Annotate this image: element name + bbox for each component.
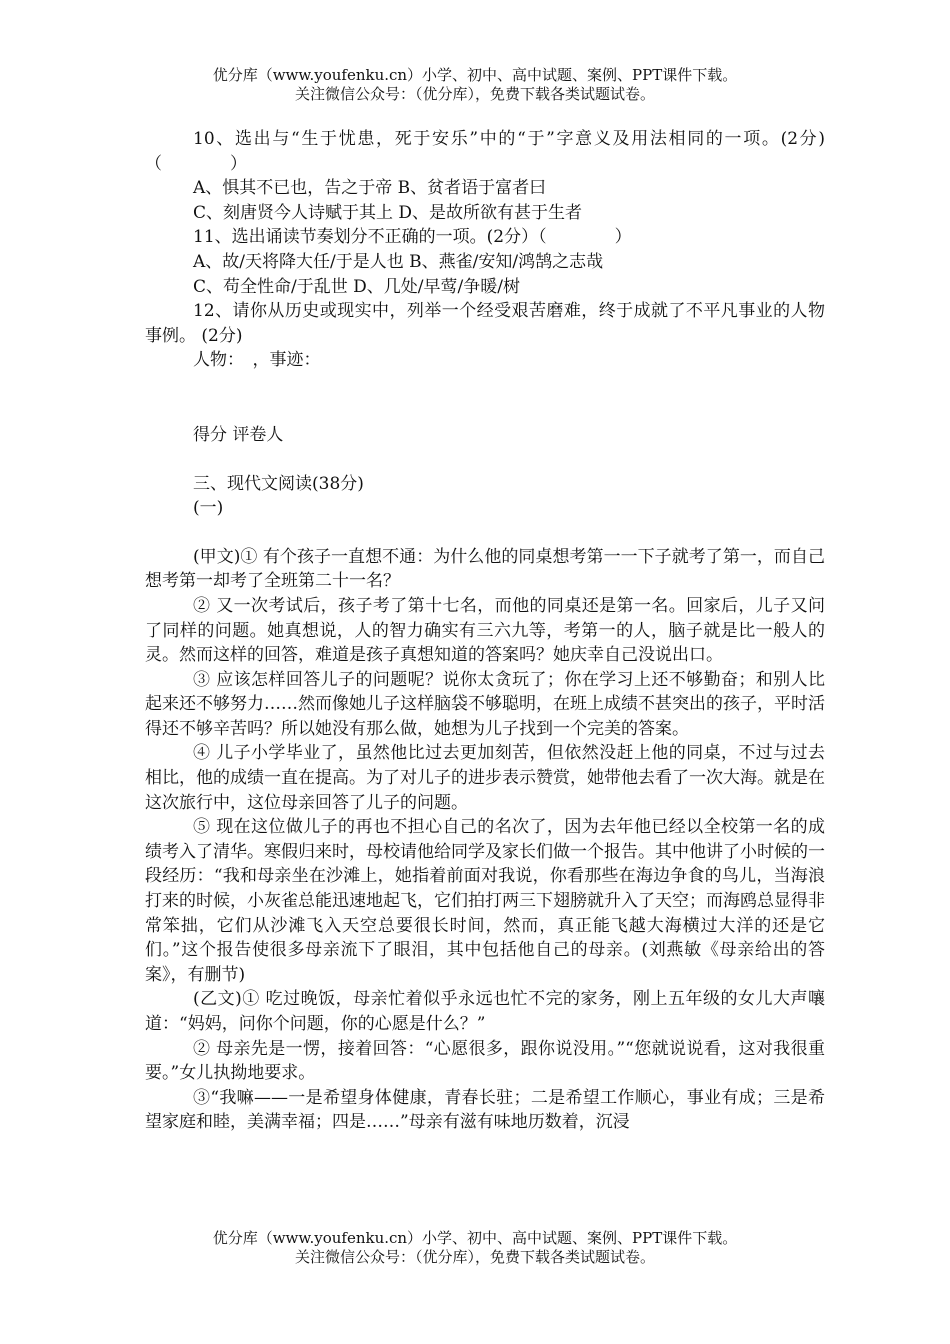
passage-a-paragraph: ④ 儿子小学毕业了，虽然他比过去更加刻苦，但依然没赶上他的同桌，不过与过去相比，他的成绩一直在提高。为了对儿子的进步表示赞赏，她带他去看了一次大海。就是在这次旅行中，这位母亲回答了儿子的问题。 — [145, 743, 825, 813]
question-10-options-cd: C、刻唐贤今人诗赋于其上 D、是故所欲有甚于生者 — [193, 202, 583, 223]
question-10-options-ab: A、惧其不已也，告之于帝 B、贫者语于富者曰 — [193, 178, 547, 199]
question-11-stem: 11、选出诵读节奏划分不正确的一项。(2分）（ ） — [193, 227, 632, 248]
passage-a-paragraph: ② 又一次考试后，孩子考了第十七名，而他的同桌还是第一名。回家后，儿子又问了同样的问题。她真想说，人的智力确实有三六九等，考第一的人，脑子就是比一般人的灵。然而这样的回答，难道是孩子真想知道的答案吗？她庆幸自己没说出口。 — [145, 595, 825, 666]
page-footer — [0, 1229, 950, 1267]
score-box-label: 得分 评卷人 — [193, 424, 284, 445]
question-11-options-cd: C、苟全性命/于乱世 D、几处/早莺/争暖/树 — [193, 276, 520, 297]
passage-b-paragraph: (乙文)① 吃过晚饭，母亲忙着似乎永远也忙不完的家务，刚上五年级的女儿大声嚷道：“妈妈，问你个问题，你的心愿是什么？” — [145, 989, 825, 1034]
question-12-stem: 12、请你从历史或现实中，列举一个经受艰苦磨难，终于成就了不平凡事业的人物事例。 (2分) — [145, 301, 825, 346]
footer-line-1: 优分库（www.youfenku.cn）小学、初中、高中试题、案例、PPT课件下载。 — [212, 1229, 738, 1247]
page-header — [0, 66, 950, 104]
passage-b-paragraph: ② 母亲先是一愣，接着回答：“心愿很多，跟你说没用。”“您就说说看，这对我很重要。”女儿执拗地要求。 — [145, 1038, 825, 1084]
question-11-options-ab: A、故/天将降大任/于是人也 B、燕雀/安知/鸿鹄之志哉 — [193, 251, 604, 272]
passage-a-paragraph: (甲文)① 有个孩子一直想不通：为什么他的同桌想考第一一下子就考了第一，而自己想考第一却考了全班第二十一名？ — [145, 546, 825, 592]
section-title: 三、现代文阅读(38分) — [193, 473, 364, 494]
passage-a-paragraph: ③ 应该怎样回答儿子的问题呢？说你太贪玩了；你在学习上还不够勤奋；和别人比起来还不够努力……然而像她儿子这样脑袋不够聪明，在班上成绩不甚突出的孩子，平时活得还不够辛苦吗？所以她没有那么做，她想为儿子找到一个完美的答案。 — [145, 669, 825, 739]
footer-line-2: 关注微信公众号：（优分库），免费下载各类试题试卷。 — [294, 1248, 655, 1266]
question-12-answer-line: 人物： ，事迹： — [193, 350, 321, 371]
question-10-stem: 10、选出与“生于忧患，死于安乐”中的“于”字意义及用法相同的一项。(2分)（ ） — [145, 129, 825, 174]
document-body — [145, 127, 825, 1135]
passage-a-paragraph: ⑤ 现在这位做儿子的再也不担心自己的名次了，因为去年他已经以全校第一名的成绩考入了清华。寒假归来时，母校请他给同学及家长们做一个报告。其中他讲了小时候的一段经历：“我和母亲坐在沙滩上，她指着前面对我说，你看那些在海边争食的鸟儿，当海浪打来的时候，小灰雀总能迅速地起飞，它们拍打两三下翅膀就升入了天空；而海鸥总显得非常笨拙，它们从沙滩飞入天空总要很长时间，然而，真正能飞越大海横过大洋的还是它们。”这个报告使很多母亲流下了眼泪，其中包括他自己的母亲。(刘燕敏《母亲给出的答案》，有删节) — [145, 817, 825, 985]
header-line-2: 关注微信公众号：（优分库），免费下载各类试题试卷。 — [294, 85, 655, 103]
header-line-1: 优分库（www.youfenku.cn）小学、初中、高中试题、案例、PPT课件下载。 — [212, 66, 738, 84]
passage-b-paragraph: ③“我嘛——一是希望身体健康，青春长驻；二是希望工作顺心，事业有成；三是希望家庭和睦，美满幸福；四是……”母亲有滋有味地历数着，沉浸 — [145, 1087, 825, 1133]
section-subtitle: (一) — [193, 498, 224, 519]
